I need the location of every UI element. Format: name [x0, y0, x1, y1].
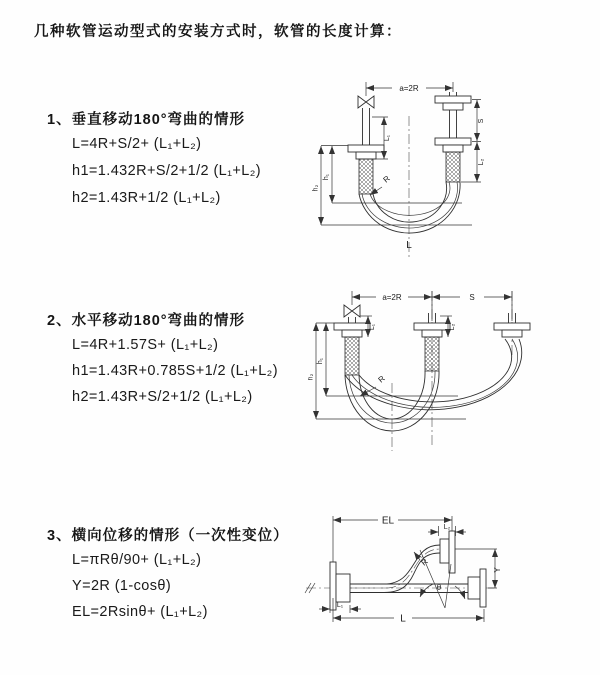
- dim-label-h2: h₂: [312, 184, 320, 192]
- dim-label-l1: L₁: [384, 134, 391, 142]
- dim-label-l2: L₂: [443, 524, 451, 531]
- section-1-formula-L: L=4R+S/2+ (L₁+L₂): [72, 136, 202, 152]
- braided-hose-section: [359, 159, 373, 194]
- section-1-heading: 1、垂直移动180°弯曲的情形: [47, 112, 246, 128]
- dim-label-total-length: L: [406, 240, 412, 251]
- dim-label-el: EL: [381, 515, 395, 527]
- diagram-horizontal-180-bend: [308, 283, 592, 461]
- dim-label-h1: h₁: [323, 173, 330, 181]
- diagram-lateral-displacement: [298, 502, 592, 664]
- braided-hose-section: [425, 337, 439, 371]
- braided-hose-section: [446, 152, 460, 182]
- dim-label-theta: θ: [436, 583, 442, 592]
- dim-label-h2: h₂: [308, 373, 315, 381]
- dim-label-l2: L₂: [449, 323, 456, 331]
- section-3-formula-Y: Y=2R (1-cosθ): [72, 578, 172, 594]
- section-2-formula-h2: h2=1.43R+S/2+1/2 (L₁+L₂): [72, 389, 253, 405]
- section-3-formula-L: L=πRθ/90+ (L₁+L₂): [72, 552, 202, 568]
- dim-label-s: S: [469, 293, 475, 302]
- dim-label-l2: L₂: [478, 158, 485, 166]
- dim-label-l1: L₁: [369, 323, 376, 331]
- section-3-formula-EL: EL=2Rsinθ+ (L₁+L₂): [72, 604, 208, 620]
- dim-label-a2r: a=2R: [382, 293, 402, 302]
- dim-label-l1: L₁: [336, 602, 344, 609]
- dim-label-total-length: L: [400, 613, 406, 625]
- dim-label-a2r: a=2R: [399, 84, 419, 93]
- dim-label-radius: R: [376, 373, 387, 385]
- dim-label-h1: h₁: [317, 357, 324, 365]
- section-1-formula-h2: h2=1.43R+1/2 (L₁+L₂): [72, 190, 221, 206]
- valve-icon: [358, 96, 374, 108]
- page-title: 几种软管运动型式的安装方式时，软管的长度计算：: [34, 24, 402, 40]
- dim-label-radius: R: [381, 173, 392, 185]
- section-2-formula-L: L=4R+1.57S+ (L₁+L₂): [72, 337, 219, 353]
- section-2-formula-h1: h1=1.43R+0.785S+1/2 (L₁+L₂): [72, 363, 278, 379]
- dim-label-s: S: [478, 118, 485, 124]
- braided-hose-section: [345, 337, 359, 375]
- diagram-vertical-180-bend: [312, 72, 592, 262]
- section-1-formula-h1: h1=1.432R+S/2+1/2 (L₁+L₂): [72, 163, 262, 179]
- dim-label-y: Y: [493, 567, 502, 573]
- section-2-heading: 2、水平移动180°弯曲的情形: [47, 313, 246, 329]
- dim-label-radius: R: [419, 556, 430, 568]
- valve-icon: [344, 305, 360, 317]
- section-3-heading: 3、横向位移的情形（一次性变位）: [47, 528, 289, 544]
